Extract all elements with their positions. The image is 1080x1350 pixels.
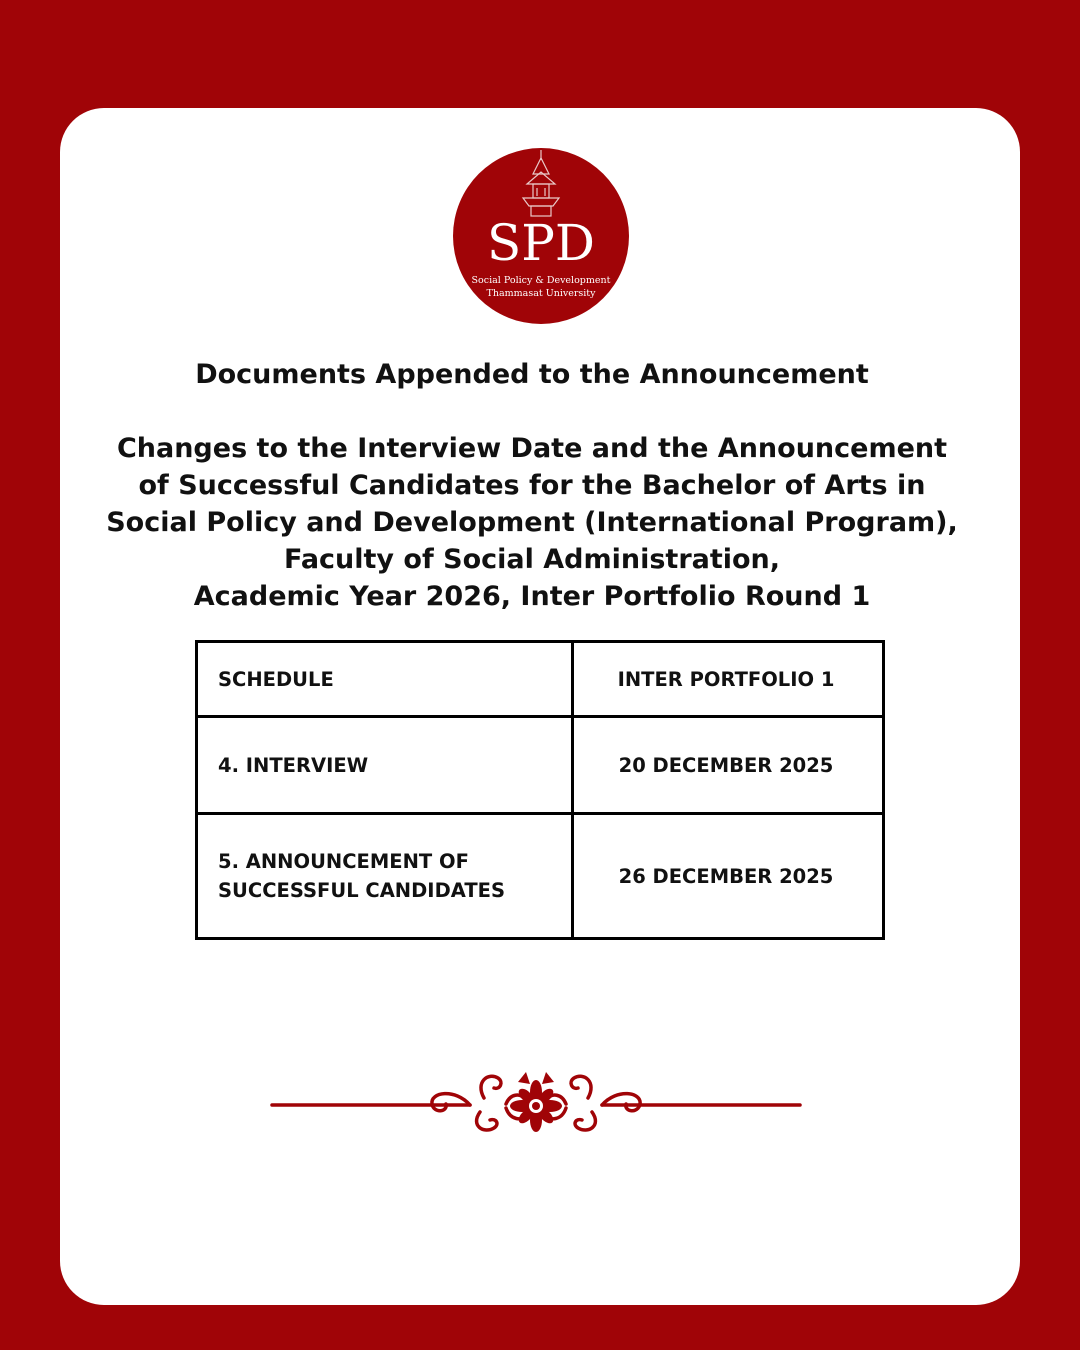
table-header-row [197,642,884,717]
table-row [197,717,884,814]
row-date-announcement: 26 DECEMBER 2025 [573,814,884,939]
announcement-title [0,430,1072,615]
title-line: of Successful Candidates for the Bachelor of Arts in [138,470,926,501]
header-schedule: SCHEDULE [197,642,573,717]
title-line: Faculty of Social Administration, [283,544,781,575]
row-label-interview: 4. INTERVIEW [197,717,573,814]
title-line: Academic Year 2026, Inter Portfolio Round 1 [193,581,871,612]
label-line: 5. ANNOUNCEMENT OF [218,850,469,873]
page-heading: Documents Appended to the Announcement [195,359,869,390]
floral-ornament-icon [270,1068,802,1140]
logo-line1: Social Policy & Development [471,275,611,286]
label-line: SUCCESSFUL CANDIDATES [218,879,505,902]
title-line: Social Policy and Development (International Program), [106,507,958,538]
row-date-interview: 20 DECEMBER 2025 [573,717,884,814]
row-label-announcement [197,814,573,939]
header-inter-portfolio: INTER PORTFOLIO 1 [573,642,884,717]
logo-line2: Thammasat University [486,288,596,299]
logo-mark: SPD [487,214,595,272]
table-row [197,814,884,939]
schedule-table [195,640,885,940]
spd-logo [453,148,629,324]
title-line: Changes to the Interview Date and the Announcement [116,433,948,464]
